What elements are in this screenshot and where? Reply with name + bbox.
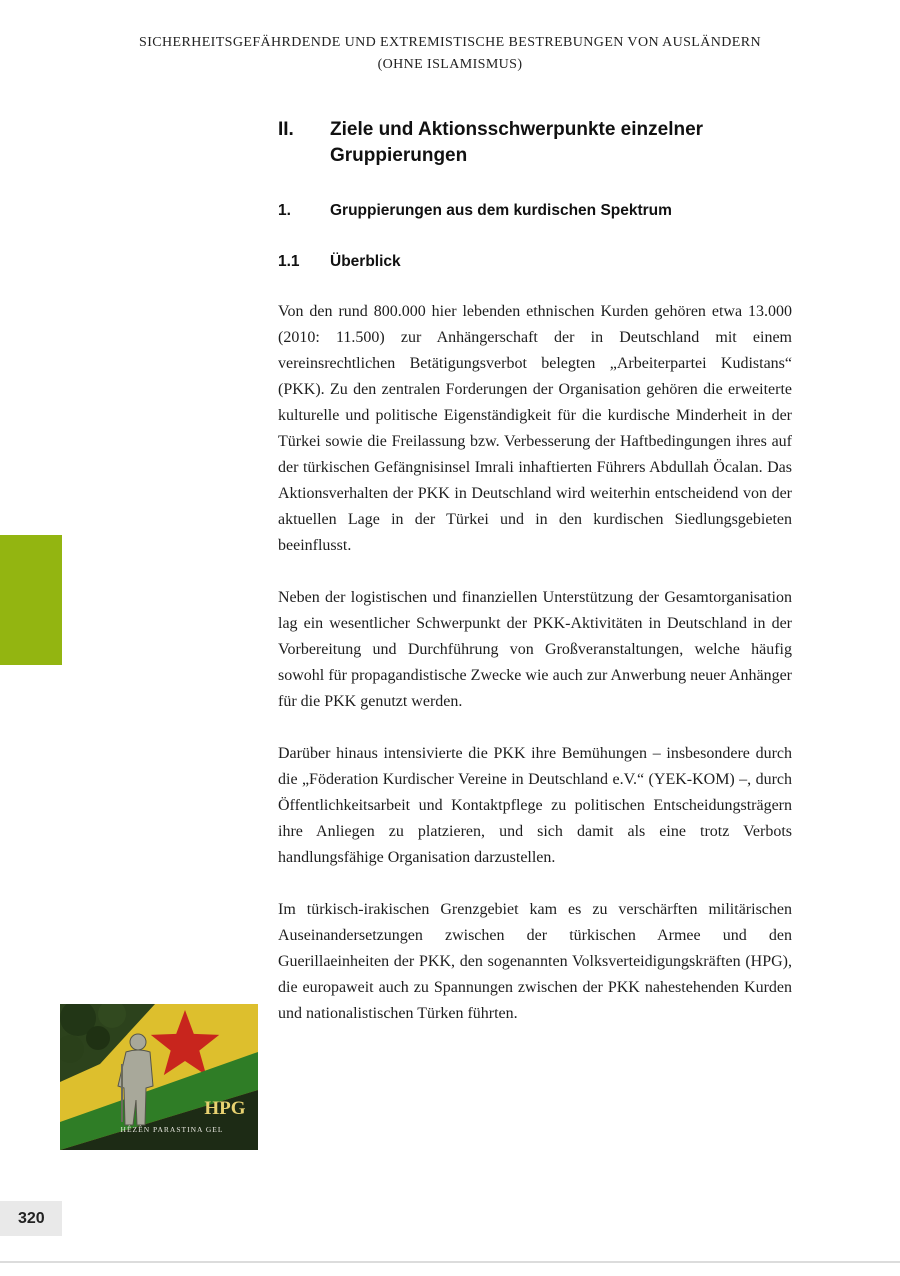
section-title: Ziele und Aktionsschwerpunkte einzelner Gruppierungen bbox=[330, 119, 704, 166]
section-number: II. bbox=[278, 119, 294, 140]
subsubsection-heading bbox=[278, 251, 792, 272]
content-column bbox=[278, 117, 792, 1053]
chapter-marker-tab bbox=[0, 535, 62, 665]
hpg-flag-graphic bbox=[60, 1004, 258, 1150]
subsection-title: Gruppierungen aus dem kurdischen Spektrum bbox=[330, 202, 672, 219]
subsubsection-title: Überblick bbox=[330, 253, 401, 270]
page-bottom-edge bbox=[0, 1261, 900, 1263]
paragraph-4: Im türkisch-irakischen Grenzgebiet kam es zu verschärften militärischen Auseinandersetzungen zwischen der türkischen Armee und den Guerillaeinheiten der PKK, den sogenannten Volksverteidigungskräften (HPG), die europaweit auch zu Spannungen zwischen der PKK nahestehenden Kurden und nationalistischen Türken führten. bbox=[278, 901, 792, 1022]
subsubsection-number: 1.1 bbox=[278, 253, 300, 270]
running-header bbox=[0, 32, 900, 76]
page-number: 320 bbox=[18, 1209, 45, 1227]
section-heading bbox=[278, 117, 792, 169]
hpg-label: HPG bbox=[204, 1098, 246, 1119]
page-number-box bbox=[0, 1201, 62, 1236]
running-header-line1: SICHERHEITSGEFÄHRDENDE UND EXTREMISTISCHE BESTREBUNGEN VON AUSLÄNDERN bbox=[139, 35, 761, 50]
paragraph-3: Darüber hinaus intensivierte die PKK ihre Bemühungen – insbesondere durch die „Föderation Kurdischer Vereine in Deutschland e.V.“ (YEK-KOM) –, durch Öffentlichkeitsarbeit und Kontaktpflege zu politischen Entscheidungsträgern ihre Anliegen zu platzieren, und sich damit als eine trotz Verbots handlungsfähige Organisation darzustellen. bbox=[278, 745, 792, 866]
subsection-number: 1. bbox=[278, 202, 291, 219]
hpg-flag-image bbox=[60, 1004, 258, 1150]
subsection-heading bbox=[278, 200, 792, 221]
paragraph-1: Von den rund 800.000 hier lebenden ethnischen Kurden gehören etwa 13.000 (2010: 11.500) zur Anhängerschaft der in Deutschland mit einem vereinsrechtlichen Betätigungsverbot belegten „Arbeiterpartei Kudistans“ (PKK). Zu den zentralen Forderungen der Organisation gehören die erweiterte kulturelle und politische Eigenständigkeit für die kurdische Minderheit in der Türkei sowie die Freilassung bzw. Verbesserung der Haftbedingungen ihres auf der türkischen Gefängnisinsel Imrali inhaftierten Führers Abdullah Öcalan. Das Aktionsverhalten der PKK in Deutschland wird weiterhin entscheidend von der aktuellen Lage in der Türkei und in den kurdischen Siedlungsgebieten beeinflusst. bbox=[278, 303, 792, 554]
paragraph-2: Neben der logistischen und finanziellen Unterstützung der Gesamtorganisation lag ein wesentlicher Schwerpunkt der PKK-Aktivitäten in Deutschland in der Vorbereitung und Durchführung von Großveranstaltungen, welche häufig sowohl für propagandistische Zwecke wie auch zur Anwerbung neuer Anhänger für die PKK genutzt werden. bbox=[278, 589, 792, 710]
hpg-caption: HÊZÊN PARASTINA GEL bbox=[120, 1125, 224, 1134]
running-header-line2: (OHNE ISLAMISMUS) bbox=[377, 57, 523, 72]
